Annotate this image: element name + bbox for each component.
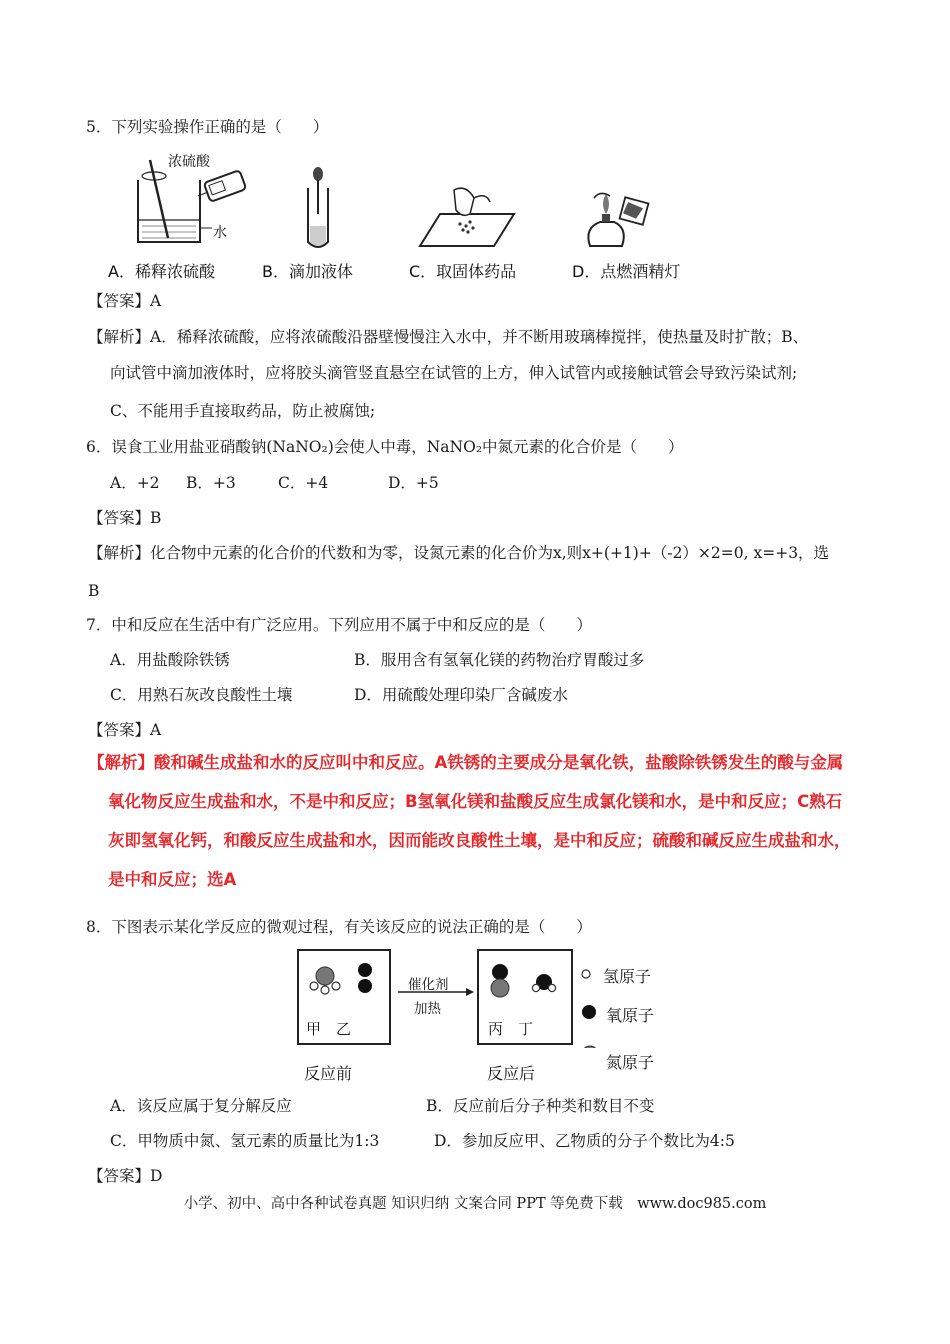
q5-option-c: C．取固体药品 bbox=[409, 262, 517, 281]
q6-option-b: B．+3 bbox=[186, 474, 236, 492]
q7-analysis-4: 是中和反应；选A bbox=[108, 870, 237, 889]
q8-option-b: B．反应前后分子种类和数目不变 bbox=[426, 1097, 655, 1115]
q5-analysis-2: 向试管中滴加液体时，应将胶头滴管竖直悬空在试管的上方，伸入试管内或接触试管会导致污染试剂; bbox=[110, 364, 798, 382]
figure-solid-reagent bbox=[418, 184, 518, 250]
q6-option-a: A．+2 bbox=[110, 474, 160, 492]
reactants-label: 甲 乙 bbox=[306, 1020, 352, 1038]
q5-answer: 【答案】A bbox=[88, 292, 162, 310]
q6-analysis-2: B bbox=[88, 582, 100, 600]
q8-option-d: D．参加反应甲、乙物质的分子个数比为4:5 bbox=[434, 1132, 735, 1150]
q7-stem: 7．中和反应在生活中有广泛应用。下列应用不属于中和反应的是（ ） bbox=[86, 616, 592, 634]
q8-option-a: A．该反应属于复分解反应 bbox=[110, 1097, 292, 1115]
products-label: 丙 丁 bbox=[488, 1020, 534, 1038]
heat-label: 加热 bbox=[414, 1001, 441, 1017]
q8-option-c: C．甲物质中氮、氢元素的质量比为1:3 bbox=[110, 1132, 380, 1150]
q7-option-d: D．用硫酸处理印染厂含碱废水 bbox=[354, 686, 568, 704]
q5-analysis-3: C、不能用手直接取药品，防止被腐蚀; bbox=[110, 402, 376, 420]
after-label: 反应后 bbox=[487, 1064, 536, 1083]
q7-analysis-3: 灰即氢氧化钙，和酸反应生成盐和水，因而能改良酸性土壤，是中和反应；硫酸和碱反应生成盐和水， bbox=[108, 831, 851, 850]
q5-option-d: D．点燃酒精灯 bbox=[572, 262, 681, 281]
q7-analysis-1: 【解析】酸和碱生成盐和水的反应叫中和反应。A铁锈的主要成分是氧化铁，盐酸除铁锈发生的酸与金属 bbox=[88, 753, 844, 772]
figure-alcohol-lamp bbox=[580, 188, 650, 250]
q8-stem: 8．下图表示某化学反应的微观过程，有关该反应的说法正确的是（ ） bbox=[86, 918, 592, 936]
q5-option-a: A．稀释浓硫酸 bbox=[108, 262, 215, 281]
page-footer: 小学、初中、高中各种试卷真题 知识归纳 文案合同 PPT 等免费下载 www.doc985.com bbox=[183, 1196, 767, 1212]
catalyst-label: 催化剂 bbox=[408, 977, 449, 993]
q7-option-b: B．服用含有氢氧化镁的药物治疗胃酸过多 bbox=[354, 651, 645, 669]
q5-option-b: B．滴加液体 bbox=[262, 262, 353, 281]
q7-option-a: A．用盐酸除铁锈 bbox=[110, 651, 230, 669]
legend-oxygen: 氧原子 bbox=[606, 1006, 655, 1025]
q6-option-d: D．+5 bbox=[388, 474, 439, 492]
legend-nitrogen: 氮原子 bbox=[606, 1053, 655, 1072]
q8-answer: 【答案】D bbox=[88, 1167, 163, 1185]
legend-hydrogen: 氢原子 bbox=[603, 967, 652, 986]
figure-dropper bbox=[298, 166, 338, 252]
water-label: 水 bbox=[213, 225, 227, 241]
acid-label: 浓硫酸 bbox=[168, 154, 210, 170]
q7-option-c: C．用熟石灰改良酸性土壤 bbox=[110, 686, 293, 704]
q7-answer: 【答案】A bbox=[88, 721, 162, 739]
before-label: 反应前 bbox=[304, 1064, 353, 1083]
q5-stem: 5．下列实验操作正确的是（ ） bbox=[86, 118, 329, 136]
q7-analysis-2: 氧化物反应生成盐和水，不是中和反应；B氢氧化镁和盐酸反应生成氯化镁和水，是中和反应；C熟石 bbox=[108, 792, 843, 811]
q6-analysis-1: 【解析】化合物中元素的化合价的代数和为零，设氮元素的化合价为x,则x+(+1)+（-2）×2=0, x=+3，选 bbox=[88, 544, 830, 562]
q6-answer: 【答案】B bbox=[88, 509, 162, 527]
q5-analysis-1: 【解析】A．稀释浓硫酸，应将浓硫酸沿器壁慢慢注入水中，并不断用玻璃棒搅拌，使热量及时扩散；B、 bbox=[88, 328, 809, 346]
q6-option-c: C．+4 bbox=[278, 474, 329, 492]
q6-stem: 6．误食工业用盐亚硝酸钠(NaNO₂)会使人中毒，NaNO₂中氮元素的化合价是（ ） bbox=[86, 438, 684, 456]
